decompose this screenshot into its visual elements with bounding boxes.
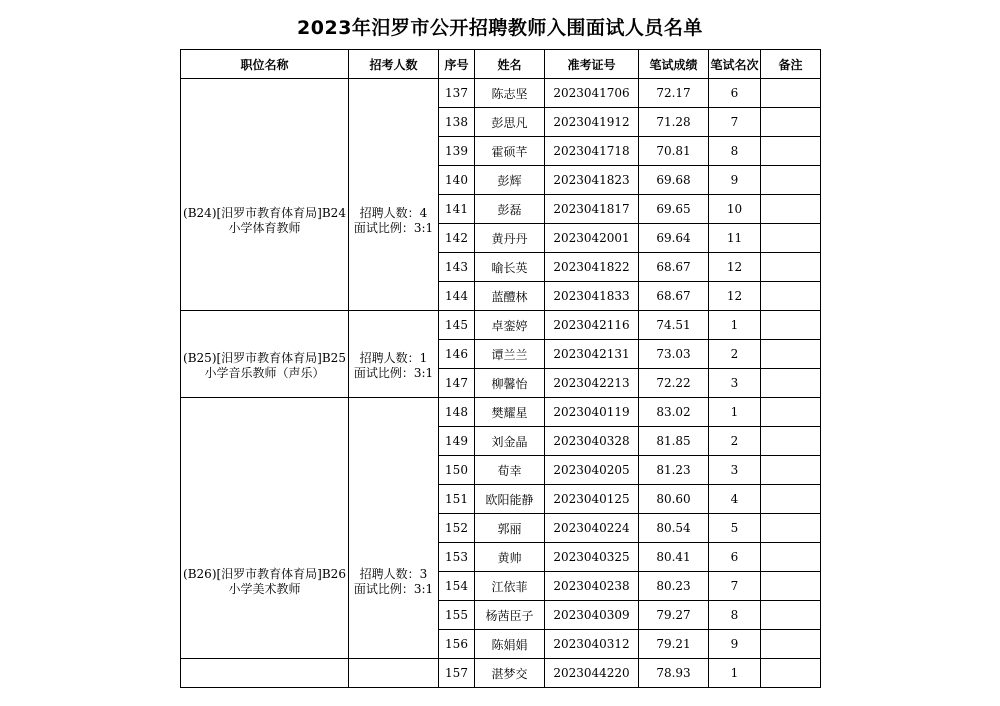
ticket-cell: 2023044220 bbox=[545, 659, 639, 688]
recruit-cell bbox=[349, 659, 439, 688]
name-cell: 喻长英 bbox=[475, 253, 545, 282]
score-cell: 80.54 bbox=[639, 514, 709, 543]
remark-cell bbox=[761, 514, 821, 543]
name-cell: 柳馨怡 bbox=[475, 369, 545, 398]
position-cell bbox=[181, 659, 349, 688]
table-row bbox=[181, 398, 821, 427]
name-cell: 霍硕芊 bbox=[475, 137, 545, 166]
score-cell: 78.93 bbox=[639, 659, 709, 688]
rank-cell: 9 bbox=[709, 630, 761, 659]
remark-cell bbox=[761, 195, 821, 224]
rank-cell: 1 bbox=[709, 659, 761, 688]
seq-cell: 141 bbox=[439, 195, 475, 224]
remark-cell bbox=[761, 543, 821, 572]
remark-cell bbox=[761, 166, 821, 195]
table-row bbox=[181, 311, 821, 340]
score-cell: 83.02 bbox=[639, 398, 709, 427]
position-cell bbox=[181, 311, 349, 398]
ticket-cell: 2023042116 bbox=[545, 311, 639, 340]
recruit-count: 招聘人数：3 bbox=[359, 567, 428, 581]
name-cell: 樊耀星 bbox=[475, 398, 545, 427]
name-cell: 湛梦交 bbox=[475, 659, 545, 688]
score-cell: 71.28 bbox=[639, 108, 709, 137]
seq-cell: 147 bbox=[439, 369, 475, 398]
rank-cell: 8 bbox=[709, 137, 761, 166]
ticket-cell: 2023040309 bbox=[545, 601, 639, 630]
remark-cell bbox=[761, 630, 821, 659]
header-name: 姓名 bbox=[475, 50, 545, 79]
score-cell: 79.21 bbox=[639, 630, 709, 659]
name-cell: 彭辉 bbox=[475, 166, 545, 195]
name-cell: 荀幸 bbox=[475, 456, 545, 485]
remark-cell bbox=[761, 456, 821, 485]
score-cell: 68.67 bbox=[639, 282, 709, 311]
name-cell: 刘金晶 bbox=[475, 427, 545, 456]
position-line: (B26)[汨罗市教育体育局]B26 bbox=[183, 567, 346, 581]
ticket-cell: 2023042001 bbox=[545, 224, 639, 253]
seq-cell: 156 bbox=[439, 630, 475, 659]
position-line: 小学体育教师 bbox=[228, 221, 301, 235]
rank-cell: 12 bbox=[709, 282, 761, 311]
document-title: 2023年汨罗市公开招聘教师入围面试人员名单 bbox=[297, 17, 703, 39]
name-cell: 欧阳能静 bbox=[475, 485, 545, 514]
score-cell: 69.64 bbox=[639, 224, 709, 253]
rank-cell: 10 bbox=[709, 195, 761, 224]
header-row bbox=[181, 50, 821, 79]
position-cell bbox=[181, 398, 349, 659]
header-score: 笔试成绩 bbox=[639, 50, 709, 79]
score-cell: 73.03 bbox=[639, 340, 709, 369]
header-ticket: 准考证号 bbox=[545, 50, 639, 79]
ticket-cell: 2023041912 bbox=[545, 108, 639, 137]
ticket-cell: 2023040325 bbox=[545, 543, 639, 572]
ticket-cell: 2023041823 bbox=[545, 166, 639, 195]
seq-cell: 155 bbox=[439, 601, 475, 630]
header-recruit: 招考人数 bbox=[349, 50, 439, 79]
remark-cell bbox=[761, 340, 821, 369]
ticket-cell: 2023040238 bbox=[545, 572, 639, 601]
remark-cell bbox=[761, 659, 821, 688]
rank-cell: 2 bbox=[709, 427, 761, 456]
rank-cell: 7 bbox=[709, 108, 761, 137]
score-cell: 69.68 bbox=[639, 166, 709, 195]
rank-cell: 3 bbox=[709, 456, 761, 485]
score-cell: 80.60 bbox=[639, 485, 709, 514]
seq-cell: 143 bbox=[439, 253, 475, 282]
interview-ratio: 面试比例：3:1 bbox=[353, 221, 434, 235]
recruit-cell bbox=[349, 79, 439, 311]
rank-cell: 12 bbox=[709, 253, 761, 282]
name-cell: 陈志坚 bbox=[475, 79, 545, 108]
name-cell: 黄帅 bbox=[475, 543, 545, 572]
score-cell: 74.51 bbox=[639, 311, 709, 340]
seq-cell: 150 bbox=[439, 456, 475, 485]
interview-ratio: 面试比例：3:1 bbox=[353, 582, 434, 596]
position-line: (B25)[汨罗市教育体育局]B25 bbox=[183, 350, 346, 365]
rank-cell: 5 bbox=[709, 514, 761, 543]
name-cell: 彭思凡 bbox=[475, 108, 545, 137]
rank-cell: 6 bbox=[709, 543, 761, 572]
ticket-cell: 2023040205 bbox=[545, 456, 639, 485]
seq-cell: 157 bbox=[439, 659, 475, 688]
remark-cell bbox=[761, 572, 821, 601]
name-cell: 黄丹丹 bbox=[475, 224, 545, 253]
recruit-cell bbox=[349, 311, 439, 398]
rank-cell: 9 bbox=[709, 166, 761, 195]
position-line: 小学音乐教师（声乐） bbox=[204, 365, 325, 380]
seq-cell: 153 bbox=[439, 543, 475, 572]
remark-cell bbox=[761, 311, 821, 340]
remark-cell bbox=[761, 485, 821, 514]
remark-cell bbox=[761, 427, 821, 456]
ticket-cell: 2023040328 bbox=[545, 427, 639, 456]
ticket-cell: 2023042131 bbox=[545, 340, 639, 369]
rank-cell: 1 bbox=[709, 398, 761, 427]
score-cell: 80.41 bbox=[639, 543, 709, 572]
remark-cell bbox=[761, 108, 821, 137]
score-cell: 70.81 bbox=[639, 137, 709, 166]
ticket-cell: 2023041833 bbox=[545, 282, 639, 311]
header-position: 职位名称 bbox=[181, 50, 349, 79]
ticket-cell: 2023040224 bbox=[545, 514, 639, 543]
ticket-cell: 2023042213 bbox=[545, 369, 639, 398]
ticket-cell: 2023040119 bbox=[545, 398, 639, 427]
rank-cell: 1 bbox=[709, 311, 761, 340]
seq-cell: 137 bbox=[439, 79, 475, 108]
candidate-table bbox=[180, 49, 821, 688]
header-seq: 序号 bbox=[439, 50, 475, 79]
name-cell: 卓銮婷 bbox=[475, 311, 545, 340]
position-cell bbox=[181, 79, 349, 311]
name-cell: 蓝醴林 bbox=[475, 282, 545, 311]
recruit-cell bbox=[349, 398, 439, 659]
seq-cell: 152 bbox=[439, 514, 475, 543]
header-rank: 笔试名次 bbox=[709, 50, 761, 79]
rank-cell: 7 bbox=[709, 572, 761, 601]
score-cell: 81.85 bbox=[639, 427, 709, 456]
remark-cell bbox=[761, 282, 821, 311]
remark-cell bbox=[761, 369, 821, 398]
remark-cell bbox=[761, 137, 821, 166]
remark-cell bbox=[761, 224, 821, 253]
name-cell: 江依菲 bbox=[475, 572, 545, 601]
name-cell: 郭丽 bbox=[475, 514, 545, 543]
name-cell: 杨茜臣子 bbox=[475, 601, 545, 630]
header-remark: 备注 bbox=[761, 50, 821, 79]
seq-cell: 138 bbox=[439, 108, 475, 137]
ticket-cell: 2023041822 bbox=[545, 253, 639, 282]
position-line: (B24)[汨罗市教育体育局]B24 bbox=[183, 206, 346, 220]
rank-cell: 8 bbox=[709, 601, 761, 630]
remark-cell bbox=[761, 398, 821, 427]
ticket-cell: 2023040125 bbox=[545, 485, 639, 514]
ticket-cell: 2023041706 bbox=[545, 79, 639, 108]
remark-cell bbox=[761, 253, 821, 282]
table-row bbox=[181, 79, 821, 108]
seq-cell: 140 bbox=[439, 166, 475, 195]
recruit-count: 招聘人数：4 bbox=[359, 206, 428, 220]
score-cell: 80.23 bbox=[639, 572, 709, 601]
score-cell: 68.67 bbox=[639, 253, 709, 282]
seq-cell: 145 bbox=[439, 311, 475, 340]
seq-cell: 149 bbox=[439, 427, 475, 456]
name-cell: 彭磊 bbox=[475, 195, 545, 224]
name-cell: 陈娟娟 bbox=[475, 630, 545, 659]
remark-cell bbox=[761, 601, 821, 630]
seq-cell: 144 bbox=[439, 282, 475, 311]
rank-cell: 11 bbox=[709, 224, 761, 253]
rank-cell: 2 bbox=[709, 340, 761, 369]
rank-cell: 6 bbox=[709, 79, 761, 108]
position-line: 小学美术教师 bbox=[228, 582, 301, 596]
rank-cell: 3 bbox=[709, 369, 761, 398]
interview-ratio: 面试比例：3:1 bbox=[353, 365, 434, 380]
remark-cell bbox=[761, 79, 821, 108]
seq-cell: 139 bbox=[439, 137, 475, 166]
score-cell: 81.23 bbox=[639, 456, 709, 485]
ticket-cell: 2023040312 bbox=[545, 630, 639, 659]
recruit-count: 招聘人数：1 bbox=[359, 350, 428, 365]
seq-cell: 142 bbox=[439, 224, 475, 253]
ticket-cell: 2023041718 bbox=[545, 137, 639, 166]
seq-cell: 154 bbox=[439, 572, 475, 601]
score-cell: 69.65 bbox=[639, 195, 709, 224]
score-cell: 72.17 bbox=[639, 79, 709, 108]
table-row bbox=[181, 659, 821, 688]
seq-cell: 151 bbox=[439, 485, 475, 514]
seq-cell: 146 bbox=[439, 340, 475, 369]
score-cell: 79.27 bbox=[639, 601, 709, 630]
score-cell: 72.22 bbox=[639, 369, 709, 398]
ticket-cell: 2023041817 bbox=[545, 195, 639, 224]
name-cell: 谭兰兰 bbox=[475, 340, 545, 369]
seq-cell: 148 bbox=[439, 398, 475, 427]
rank-cell: 4 bbox=[709, 485, 761, 514]
